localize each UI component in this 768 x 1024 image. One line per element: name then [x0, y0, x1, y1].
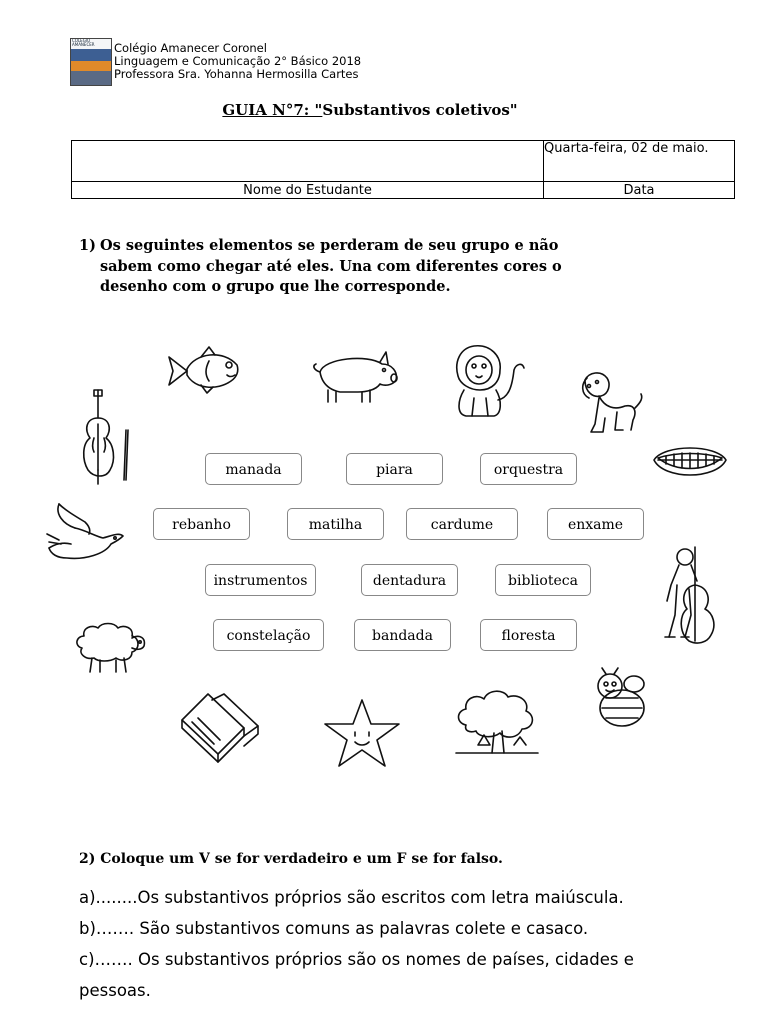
question-1-number: 1): [79, 237, 96, 254]
lion-icon[interactable]: [450, 340, 530, 420]
word-box-enxame[interactable]: enxame: [547, 508, 644, 540]
bee-icon[interactable]: [588, 668, 652, 730]
question-1-text: Os seguintes elementos se perderam de seu grupo e não sabem como chegar até eles. Una com diferentes cores o desenho com o grupo que lhe corresponde.: [100, 237, 562, 295]
student-info-table: [71, 140, 735, 199]
word-box-constelacao[interactable]: constelação: [213, 619, 324, 651]
student-name-label: Nome do Estudante: [72, 182, 544, 199]
dove-icon[interactable]: [45, 500, 127, 568]
word-box-dentadura[interactable]: dentadura: [361, 564, 458, 596]
word-box-piara[interactable]: piara: [346, 453, 443, 485]
word-box-matilha[interactable]: matilha: [287, 508, 384, 540]
statement-b: b)……. São substantivos comuns as palavras colete e casaco.: [79, 919, 589, 938]
word-box-rebanho[interactable]: rebanho: [153, 508, 250, 540]
word-box-manada[interactable]: manada: [205, 453, 302, 485]
question-2-title: 2) Coloque um V se for verdadeiro e um F se for falso.: [79, 851, 503, 867]
statement-c: c)……. Os substantivos próprios são os nomes de países, cidades e: [79, 950, 634, 969]
pig-icon[interactable]: [310, 350, 402, 405]
sheep-icon[interactable]: [70, 620, 148, 676]
teeth-icon[interactable]: [652, 440, 728, 484]
word-box-instrumentos[interactable]: instrumentos: [205, 564, 316, 596]
statement-c-continued: pessoas.: [79, 981, 151, 1000]
title-prefix: GUIA N°7: ": [222, 101, 323, 119]
date-label: Data: [544, 182, 735, 199]
statement-a: a)........Os substantivos próprios são escritos com letra maiúscula.: [79, 888, 624, 907]
school-info: [114, 42, 361, 81]
logo-lettering: COLÉGIO AMANECER: [72, 38, 95, 47]
student-name-field[interactable]: [72, 141, 544, 182]
word-box-floresta[interactable]: floresta: [480, 619, 577, 651]
musician-icon[interactable]: [655, 545, 717, 649]
page-title: [0, 101, 740, 119]
course-name: Linguagem e Comunicação 2° Básico 2018: [114, 54, 362, 68]
fish-icon[interactable]: [165, 345, 243, 395]
word-box-bandada[interactable]: bandada: [354, 619, 451, 651]
word-box-orquestra[interactable]: orquestra: [480, 453, 577, 485]
date-field[interactable]: Quarta-feira, 02 de maio.: [544, 141, 735, 182]
question-1: [79, 236, 599, 298]
school-name: Colégio Amanecer Coronel: [114, 41, 267, 55]
school-logo: [70, 38, 112, 86]
books-icon[interactable]: [178, 690, 262, 762]
dog-icon[interactable]: [577, 368, 645, 436]
title-main: Substantivos coletivos": [322, 101, 518, 119]
violin-icon[interactable]: [78, 388, 138, 486]
teacher-name: Professora Sra. Yohanna Hermosilla Cartes: [114, 67, 359, 81]
star-icon[interactable]: [323, 698, 401, 768]
tree-icon[interactable]: [452, 685, 542, 757]
word-box-cardume[interactable]: cardume: [406, 508, 518, 540]
word-box-biblioteca[interactable]: biblioteca: [495, 564, 591, 596]
